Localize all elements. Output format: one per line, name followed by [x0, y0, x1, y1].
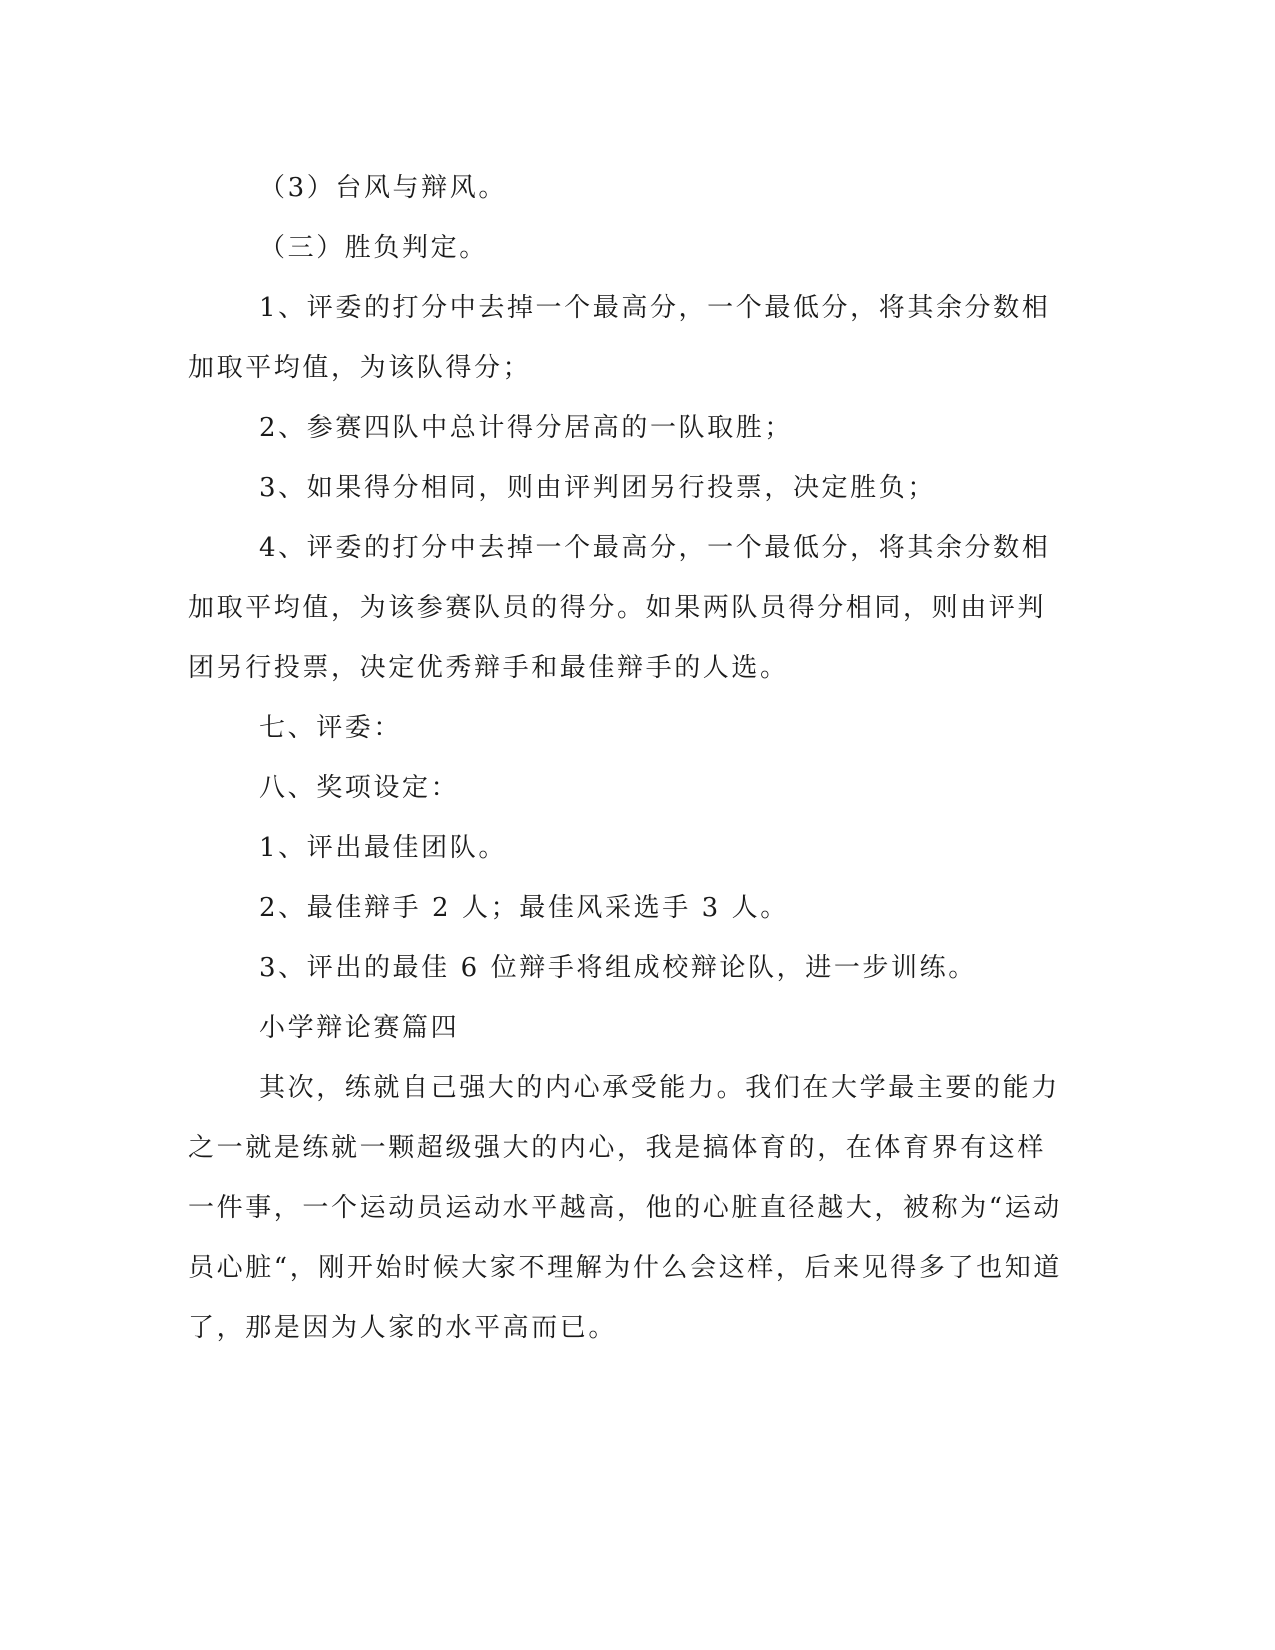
paragraph-rule-3 — [188, 458, 1068, 518]
section-title-part-four — [188, 998, 1068, 1058]
text-line: 1、评委的打分中去掉一个最高分，一个最低分，将其余分数相 — [259, 293, 1051, 323]
text-line: 3、评出的最佳 6 位辩手将组成校辩论队，进一步训练。 — [259, 953, 977, 983]
text-line: 1、评出最佳团队。 — [259, 833, 507, 863]
paragraph-award-1 — [188, 818, 1068, 878]
document-body — [188, 158, 1068, 1358]
paragraph-rule-4 — [188, 518, 1068, 698]
text-line: 团另行投票，决定优秀辩手和最佳辩手的人选。 — [188, 653, 789, 683]
text-line: 一件事，一个运动员运动水平越高，他的心脏直径越大，被称为“运动 — [188, 1193, 1062, 1223]
text-line: （三）胜负判定。 — [259, 233, 488, 263]
heading-judges — [188, 698, 1068, 758]
text-line: 4、评委的打分中去掉一个最高分，一个最低分，将其余分数相 — [259, 533, 1051, 563]
text-line: （3）台风与辩风。 — [259, 173, 507, 203]
text-line: 2、参赛四队中总计得分居高的一队取胜； — [259, 413, 793, 443]
heading-awards — [188, 758, 1068, 818]
paragraph-rule-1 — [188, 278, 1068, 398]
text-line: 2、最佳辩手 2 人；最佳风采选手 3 人。 — [259, 893, 789, 923]
text-line: 其次，练就自己强大的内心承受能力。我们在大学最主要的能力 — [259, 1073, 1060, 1103]
paragraph-rule-2 — [188, 398, 1068, 458]
text-line: 了，那是因为人家的水平高而已。 — [188, 1313, 618, 1343]
text-line: 加取平均值，为该参赛队员的得分。如果两队员得分相同，则由评判 — [188, 593, 1047, 623]
paragraph-award-2 — [188, 878, 1068, 938]
text-line: 之一就是练就一颗超级强大的内心，我是搞体育的，在体育界有这样 — [188, 1133, 1047, 1163]
text-line: 3、如果得分相同，则由评判团另行投票，决定胜负； — [259, 473, 936, 503]
paragraph-inner-strength — [188, 1058, 1068, 1358]
text-line: 员心脏“，刚开始时候大家不理解为什么会这样，后来见得多了也知道 — [188, 1253, 1062, 1283]
text-line: 七、评委： — [259, 713, 403, 743]
paragraph-debate-style — [188, 158, 1068, 218]
text-line: 八、奖项设定： — [259, 773, 460, 803]
text-line: 小学辩论赛篇四 — [259, 1013, 460, 1043]
paragraph-section-judging — [188, 218, 1068, 278]
text-line: 加取平均值，为该队得分； — [188, 353, 532, 383]
paragraph-award-3 — [188, 938, 1068, 998]
